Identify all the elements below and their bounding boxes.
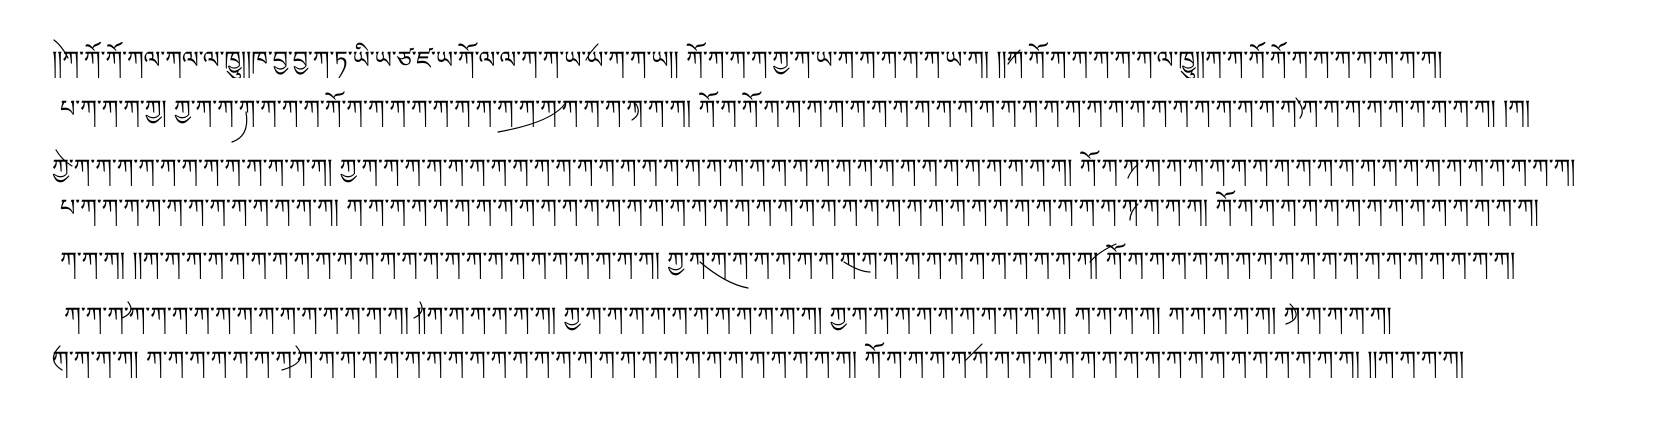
manuscript-line-6: ཀ་ཀ་ཀ་ཀ་ཀ་ཀ་ཀ་ཀ་ཀ་ཀ་ཀ་ཀ་ཀ་ཀ་ཀ་ཀ། །།ཀ་ཀ་ཀ་ཀ་ཀ་ཀ། ཀྱ་ཀ་ཀ་ཀ་ཀ་ཀ་ཀ་ཀ་ཀ་ཀ་ཀ་ཀ། ཀྱ་ཀ་ཀ་ཀ་ཀ་ཀ་ཀ་ཀ་ཀ་ཀ་ཀ། ཀ་ཀ་ཀ་ཀ། ཀ་ཀ་ཀ་ཀ་ཀ། ཀ་ཀ་ཀ་ཀ་ཀ། xyxy=(64,302,1392,330)
manuscript-line-7: ཀ་ཀ་ཀ་ཀ། ཀ་ཀ་ཀ་ཀ་ཀ་ཀ་ཀ་ཀ་ཀ་ཀ་ཀ་ཀ་ཀ་ཀ་ཀ་ཀ་ཀ་ཀ་ཀ་ཀ་ཀ་ཀ་ཀ་ཀ་ཀ་ཀ་ཀ་ཀ་ཀ་ཀ་ཀ་ཀ་ཀ། ཀོ་ཀ་ཀ་ཀ་ཀ་ཀ་ཀ་ཀ་ཀ་ཀ་ཀ་ཀ་ཀ་ཀ་ཀ་ཀ་ཀ་ཀ་ཀ་ཀ་ཀ་ཀ་ཀ། །།ཀ་ཀ་ཀ་ཀ། xyxy=(52,346,1464,374)
manuscript-line-5: ཀ་ཀ་ཀ། །།ཀ་ཀ་ཀ་ཀ་ཀ་ཀ་ཀ་ཀ་ཀ་ཀ་ཀ་ཀ་ཀ་ཀ་ཀ་ཀ་ཀ་ཀ་ཀ་ཀ་ཀ་ཀ་ཀ་ཀ། ཀྱ་ཀ་ཀ་ཀ་ཀ་ཀ་ཀ་ཀ་ཀ་ཀ་ཀ་ཀ་ཀ་ཀ་ཀ་ཀ་ཀ་ཀ་ཀ་ཀ། ཀོ་ཀ་ཀ་ཀ་ཀ་ཀ་ཀ་ཀ་ཀ་ཀ་ཀ་ཀ་ཀ་ཀ་ཀ་ཀ་ཀ་ཀ་ཀ། xyxy=(60,247,1516,275)
manuscript-line-4: པ་ཀ་ཀ་ཀ་ཀ་ཀ་ཀ་ཀ་ཀ་ཀ་ཀ་ཀ་ཀ། ཀ་ཀ་ཀ་ཀ་ཀ་ཀ་ཀ་ཀ་ཀ་ཀ་ཀ་ཀ་ཀ་ཀ་ཀ་ཀ་ཀ་ཀ་ཀ་ཀ་ཀ་ཀ་ཀ་ཀ་ཀ་ཀ་ཀ་ཀ་ཀ་ཀ་ཀ་ཀ་ཀ་ཀ་ཀ་ཀ་ཀ་ཀ་ཀ་ཀ། ཀོ་ཀ་ཀ་ཀ་ཀ་ཀ་ཀ་ཀ་ཀ་ཀ་ཀ་ཀ་ཀ་ཀ་ཀ། xyxy=(60,194,1539,222)
manuscript-line-1: །།ཀ་ཀོ་ཀོ་ཀལ་ཀལ་ལ་ཁྱུ།།ཁ་བྱ་བྱ་ཀ་ཏ་ཡི་ཡ་ཙ་ཛ་ཡ་ཀོ་ལ་ལ་ཀ་ཀ་ཡ་ཡ་ཀ་ཀ་ཡ།། ཀོ་ཀ་ཀ་ཀ་ཀྱ་ཀ་ཡ་ཀ་ཀ་ཀ་ཀ་ཀ་ཡ་ཀ། །།ཀ་ཀོ་ཀ་ཀ་ཀ་ཀ་ཀ་ལ་ཁྱུ།།ཀ་ཀ་ཀོ་ཀོ་ཀ་ཀ་ཀ་ཀ་ཀ་ཀ་ཀ། xyxy=(52,46,1443,74)
manuscript-line-3: ཀྱ་ཀ་ཀ་ཀ་ཀ་ཀ་ཀ་ཀ་ཀ་ཀ་ཀ་ཀ་ཀ། ཀྱ་ཀ་ཀ་ཀ་ཀ་ཀ་ཀ་ཀ་ཀ་ཀ་ཀ་ཀ་ཀ་ཀ་ཀ་ཀ་ཀ་ཀ་ཀ་ཀ་ཀ་ཀ་ཀ་ཀ་ཀ་ཀ་ཀ་ཀ་ཀ་ཀ་ཀ་ཀ་ཀ་ཀ། ཀོ་ཀ་ཀ་ཀ་ཀ་ཀ་ཀ་ཀ་ཀ་ཀ་ཀ་ཀ་ཀ་ཀ་ཀ་ཀ་ཀ་ཀ་ཀ་ཀ་ཀ་ཀ་ཀ། xyxy=(52,154,1576,182)
manuscript-line-2: པ་ཀ་ཀ་ཀ་ཀྱ། ཀྱ་ཀ་ཀ་ཀ་ཀ་ཀ་ཀ་ཀོ་ཀ་ཀ་ཀ་ཀ་ཀ་ཀ་ཀ་ཀ་ཀ་ཀ་ཀ་ཀ་ཀ་ཀ་ཀ་ཀ། ཀོ་ཀ་ཀོ་ཀ་ཀ་ཀ་ཀ་ཀ་ཀ་ཀ་ཀ་ཀ་ཀ་ཀ་ཀ་ཀ་ཀ་ཀ་ཀ་ཀ་ཀ་ཀ་ཀ་ཀ་ཀ་ཀ་ཀ་ཀ་ཀ་ཀ་ཀ་ཀ་ཀ་ཀ་ཀ་ཀ་ཀ། །ཀ། xyxy=(60,95,1530,123)
